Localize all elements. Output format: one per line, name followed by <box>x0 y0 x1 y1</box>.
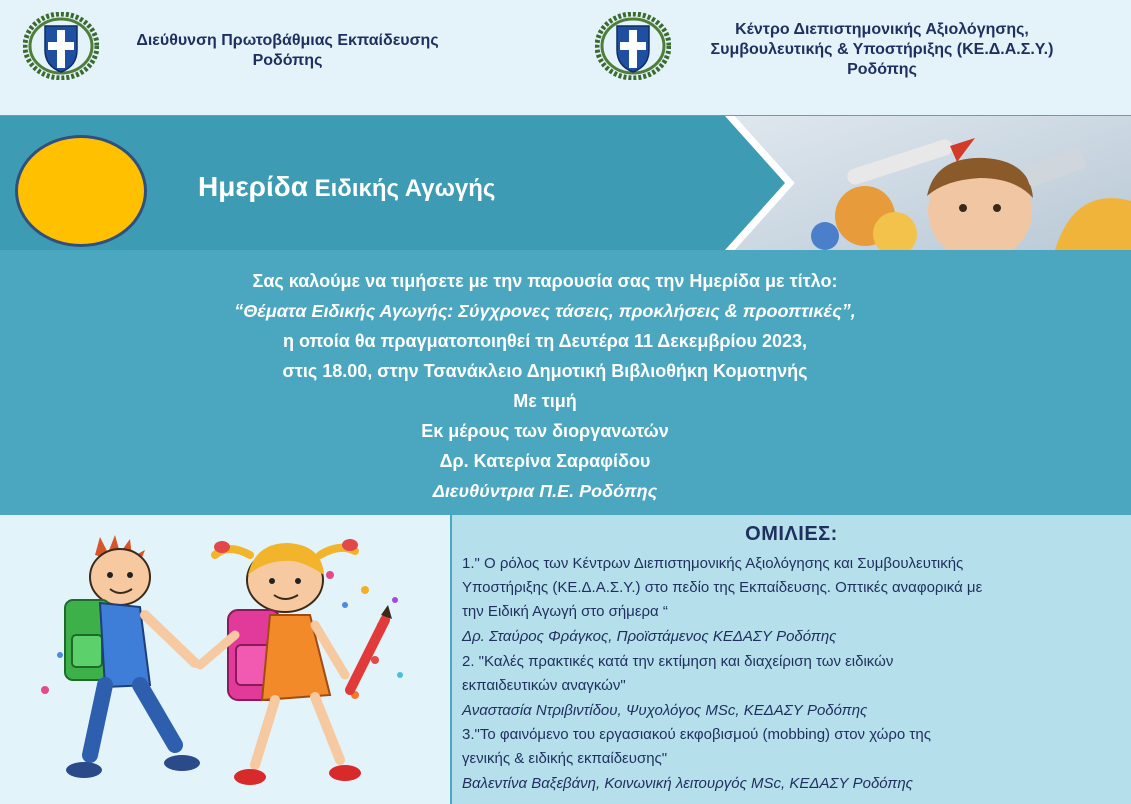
invite-line-3: η οποία θα πραγματοποιηθεί τη Δευτέρα 11 Δεκεμβρίου 2023, <box>282 331 808 351</box>
left-org-line-2: Ροδόπης <box>252 52 323 69</box>
school-kids-illustration <box>0 515 450 804</box>
talk-1-line-1: 1." Ο ρόλος των Κέντρων Διεπιστημονικής Αξιολόγησης και Συμβουλευτικής <box>462 555 964 572</box>
talk-1-speaker: Δρ. Σταύρος Φράγκος, Προϊστάμενος ΚΕΔΑΣΥ Ροδόπης <box>462 628 837 645</box>
yellow-circle-decoration <box>15 135 147 247</box>
invite-line-6: Εκ μέρους των διοργανωτών <box>421 421 669 441</box>
talk-1-line-3: την Ειδική Αγωγή στο σήμερα “ <box>462 603 668 620</box>
talk-3-line-1: 3."Το φαινόμενο του εργασιακού εκφοβισμού (mobbing) στον χώρο της <box>462 726 931 743</box>
talks-title: ΟΜΙΛΙΕΣ: <box>745 523 838 545</box>
event-title-rest: Ειδικής Αγωγής <box>307 175 496 202</box>
talk-3-speaker: Βαλεντίνα Βαξεβάνη, Κοινωνική λειτουργός MSc, ΚΕΔΑΣΥ Ροδόπης <box>462 775 913 792</box>
talk-3-line-2: γενικής & ειδικής εκπαίδευσης" <box>462 750 668 767</box>
talks-panel <box>452 515 1131 804</box>
talk-2-line-2: εκπαιδευτικών αναγκών" <box>462 677 626 694</box>
greek-emblem-icon-left <box>23 12 99 80</box>
invite-line-7: Δρ. Κατερίνα Σαραφίδου <box>439 451 651 471</box>
talk-2-line-1: 2. "Καλές πρακτικές κατά την εκτίμηση και διαχείριση των ειδικών <box>462 653 894 670</box>
left-org-name <box>110 31 465 71</box>
right-org-line-3: Ροδόπης <box>847 61 917 78</box>
talk-1-line-2: Υποστήριξης (ΚΕ.Δ.Α.Σ.Υ.) στο πεδίο της Εκπαίδευσης. Οπτικές αναφορικά με <box>462 579 983 596</box>
right-org-line-1: Κέντρο Διεπιστημονικής Αξιολόγησης, <box>735 21 1029 38</box>
invite-line-1: Σας καλούμε να τιμήσετε με την παρουσία σας την Ημερίδα με τίτλο: <box>252 271 838 291</box>
talk-2-speaker: Αναστασία Ντριβιντίδου, Ψυχολόγος MSc, ΚΕΔΑΣΥ Ροδόπης <box>462 702 868 719</box>
right-org-line-2: Συμβουλευτικής & Υποστήριξης (ΚΕ.Δ.Α.Σ.Υ.) <box>710 41 1054 58</box>
left-org-line-1: Διεύθυνση Πρωτοβάθμιας Εκπαίδευσης <box>136 32 439 49</box>
event-title <box>198 171 495 203</box>
invite-line-5: Με τιμή <box>513 391 577 411</box>
invite-line-8: Διευθύντρια Π.Ε. Ροδόπης <box>432 481 658 501</box>
invite-line-2: “Θέματα Ειδικής Αγωγής: Σύγχρονες τάσεις, προκλήσεις & προοπτικές”, <box>234 301 856 321</box>
right-org-name <box>682 20 1082 80</box>
event-title-main: Ημερίδα <box>198 171 308 202</box>
invitation-text <box>120 266 970 506</box>
greek-emblem-icon-right <box>595 12 671 80</box>
invite-line-4: στις 18.00, στην Τσανάκλειο Δημοτική Βιβλιοθήκη Κομοτηνής <box>282 361 808 381</box>
rocket-boy-photo <box>695 116 1131 250</box>
